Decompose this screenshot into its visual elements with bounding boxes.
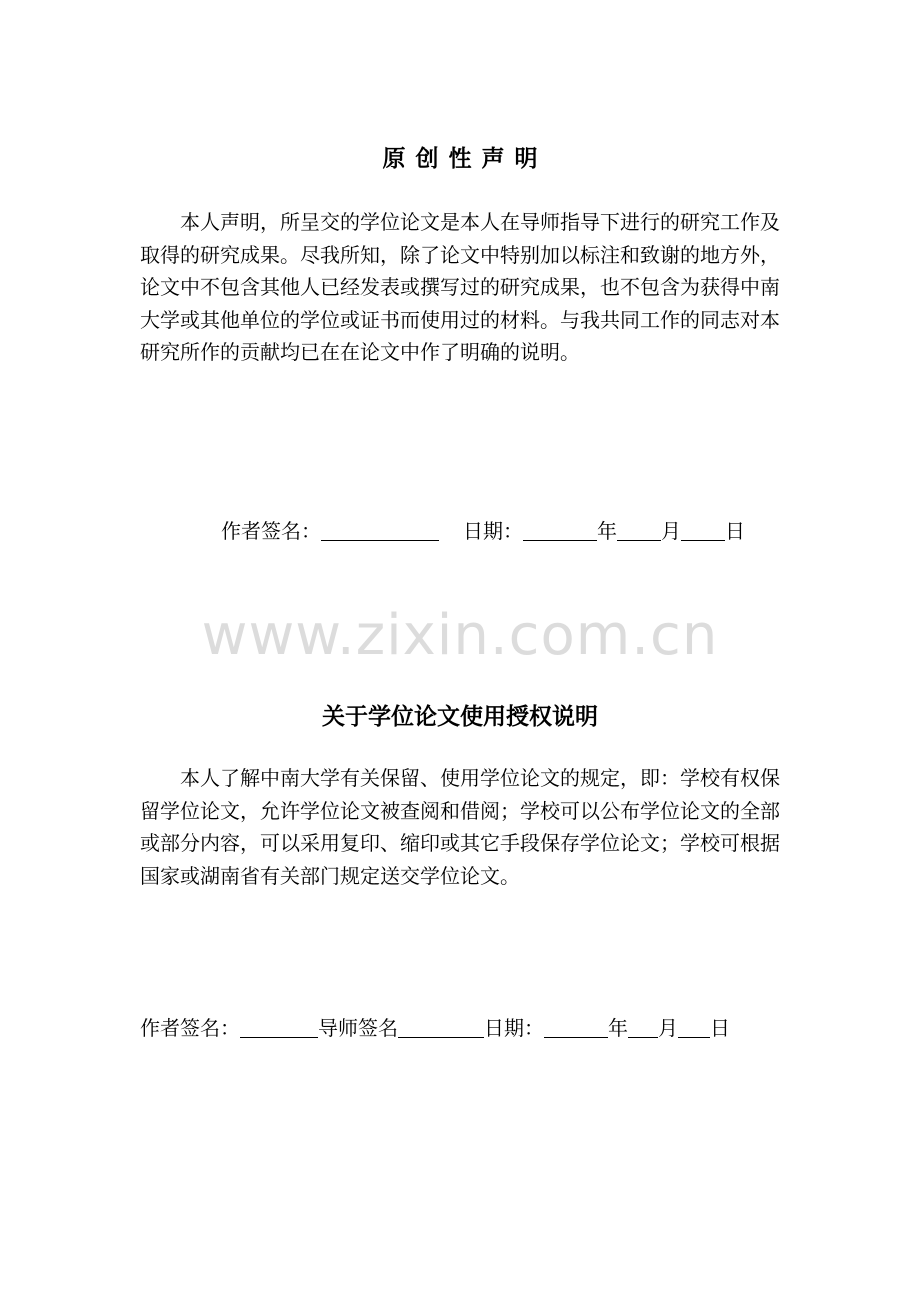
author-signature-label: 作者签名： bbox=[221, 519, 321, 543]
day-label: 日 bbox=[710, 1016, 730, 1040]
declaration-body: 本人声明，所呈交的学位论文是本人在导师指导下进行的研究工作及取得的研究成果。尽我所知，除了论文中特别加以标注和致谢的地方外，论文中不包含其他人已经发表或撰写过的研究成果，也不包含为获得中南大学或其他单位的学位或证书而使用过的材料。与我共同工作的同志对本研究所作的贡献均已在在论文中作了明确的说明。 bbox=[140, 210, 780, 364]
declaration-signature-line bbox=[221, 516, 745, 546]
year-blank[interactable] bbox=[523, 520, 597, 541]
month-label: 月 bbox=[661, 519, 681, 543]
authorization-body: 本人了解中南大学有关保留、使用学位论文的规定，即：学校有权保留学位论文，允许学位论文被查阅和借阅；学校可以公布学位论文的全部或部分内容，可以采用复印、缩印或其它手段保存学位论文；学校可根据国家或湖南省有关部门规定送交学位论文。 bbox=[140, 766, 780, 888]
year-label: 年 bbox=[608, 1016, 628, 1040]
year-label: 年 bbox=[597, 519, 617, 543]
advisor-signature-blank[interactable] bbox=[398, 1017, 484, 1038]
day-label: 日 bbox=[725, 519, 745, 543]
day-blank[interactable] bbox=[678, 1017, 710, 1038]
month-label: 月 bbox=[658, 1016, 678, 1040]
date-label: 日期： bbox=[463, 519, 523, 543]
month-blank[interactable] bbox=[617, 520, 661, 541]
author-signature-blank[interactable] bbox=[240, 1017, 318, 1038]
authorization-signature-line bbox=[140, 1013, 730, 1043]
day-blank[interactable] bbox=[681, 520, 725, 541]
author-signature-label: 作者签名： bbox=[140, 1016, 240, 1040]
month-blank[interactable] bbox=[628, 1017, 658, 1038]
advisor-signature-label: 导师签名 bbox=[318, 1016, 398, 1040]
date-label: 日期： bbox=[484, 1016, 544, 1040]
author-signature-blank[interactable] bbox=[321, 520, 439, 541]
authorization-title: 关于学位论文使用授权说明 bbox=[322, 704, 598, 730]
year-blank[interactable] bbox=[544, 1017, 608, 1038]
watermark: www.zixin.com.cn bbox=[201, 603, 719, 668]
declaration-title: 原创性声明 bbox=[382, 146, 548, 172]
